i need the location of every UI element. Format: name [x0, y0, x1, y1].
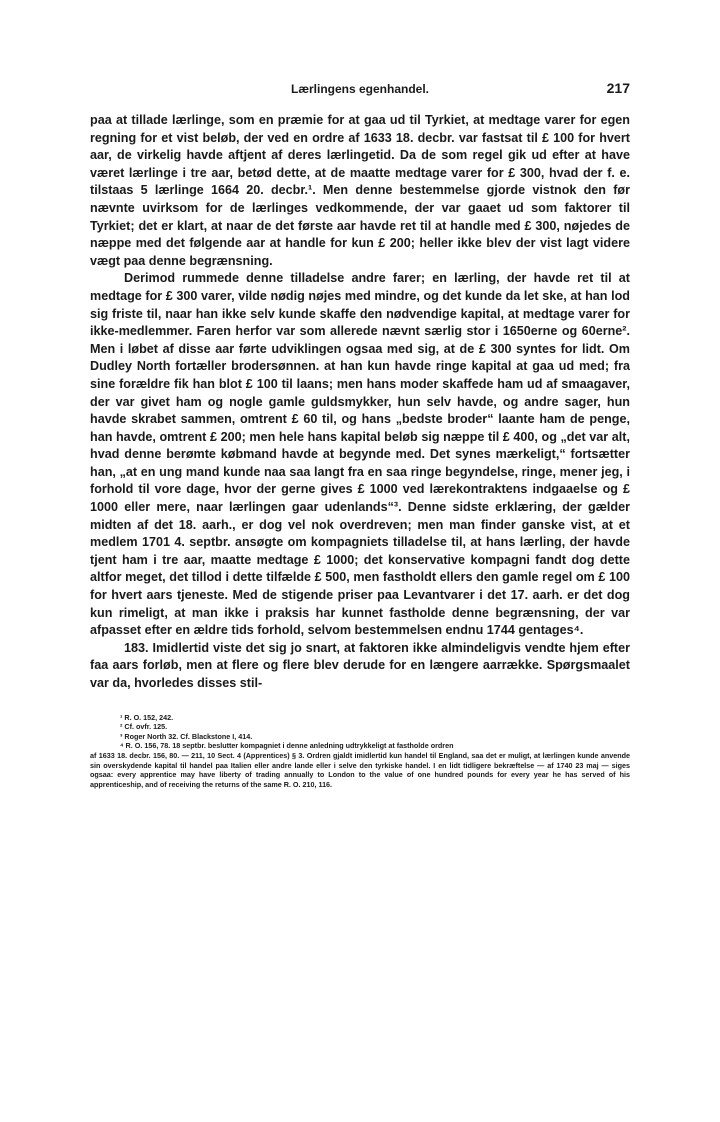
running-title: Lærlingens egenhandel.: [290, 82, 430, 96]
running-header: [90, 78, 630, 100]
footnote: ³ Roger North 32. Cf. Blackstone I, 414.: [120, 731, 253, 741]
paragraph: 183. Imidlertid viste det sig jo snart, at faktoren ikke almindeligvis vendte hjem efter faa aars forløb, men at flere og flere blev derude for en længere aarrække. Spørgsmaalet var da, hvorledes disses stil-: [90, 640, 630, 690]
footnote: ⁴ R. O. 156, 78. 18 septbr. beslutter kompagniet i denne anledning udtrykkeligt at fastholde ordren: [120, 741, 454, 751]
footnote: ² Cf. ovfr. 125.: [120, 722, 168, 732]
body-text: [90, 112, 630, 693]
paragraph: Derimod rummede denne tilladelse andre farer; en lærling, der havde ret til at medtage for £ 300 varer, vilde nødig nøjes med mindre, og det kunde da let ske, at han lod sig friste til, naar han ikke selv kunde skaffe den nødvendige kapital, at medtage varer for ikke-medlemmer. Faren herfor var som allerede nævnt særlig stor i 1650erne og 60erne². Men i løbet af disse aar førte udviklingen ogsaa med sig, at de £ 300 syntes for lidt. Om Dudley North fortæller brodersønnen. at han kun havde ringe kapital at gaa ud med; fra sine forældre fik han blot £ 100 til laans; men hans moder skaffede ham ud af smaagaver, der var givet ham og nogle gamle guldsmykker, hun selv havde, og andre sager, hun havde skrabet sammen, omtrent £ 60 til, og hans „bedste broder“ laante ham de penge, han havde, omtrent £ 200; men hele hans kapital beløb sig næppe til £ 400, og „det var alt, hvad denne berømte købmand havde at begynde med. Det synes mærkeligt,“ fortsætter han, „at en ung mand kunde naa saa langt fra en saa ringe begyndelse, ringe, mener jeg, i forhold til vore dage, hvor der gerne gives £ 1000 ved lærekontraktens indgaaelse og £ 1000 eller mere, naar lærlingen gaar udenlands“³. Denne sidste erklæring, der gælder midten af det 18. aarh., er dog vel nok overdreven; men man finder ganske vist, at et medlem 1701 4. septbr. ansøgte om kompagniets tilladelse til, at hans lærling, der havde tjent ham i tre aar, maatte medtage £ 1000; det konservative kompagni fandt dog dette altfor meget, det tillod i dette tilfælde £ 500, men fastholdt ellers den gamle regel om £ 100 for hvert aars tjeneste. Med de stigende priser paa Levantvarer i det 17. aarh. er det dog kun rimeligt, at man ikke i praksis har kunnet fastholde denne begrænsning, der var afpasset efter en ældre tids forhold, selvom bestemmelsen endnu 1744 gentages⁴.: [90, 271, 630, 638]
footnotes: [90, 713, 630, 790]
paragraph: paa at tillade lærlinge, som en præmie for at gaa ud til Tyrkiet, at medtage varer for egen regning for et vist beløb, der ved en ordre af 1633 18. decbr. var fastsat til £ 100 for hvert aar, de virkelig havde aftjent af deres lærlingetid. Da de som regel gik ud efter at have været lærlinge i tre aar, betød dette, at de maatte medtage varer for £ 300, hvad der f. e. tilstaas 5 lærlinge 1664 20. decbr.¹. Men denne bestemmelse gjorde vistnok den før nævnte uvirksom for de lærlinges vedkommende, der var gaaet ud som faktorer til Tyrkiet; det er klart, at naar de det første aar havde ret til at handle med £ 300, nøjedes de næppe med det følgende aar at handle for kun £ 200; heller ikke blev der vist lagt videre vægt paa denne begrænsning.: [90, 113, 630, 268]
footnote-continuation: af 1633 18. decbr. 156, 80. — 211, 10 Sect. 4 (Apprentices) § 3. Ordren gjaldt imidlertid kun handel til England, saa det er muligt, at lærlingen kunde anvende sin overskydende kapital til handel paa Italien eller andre lande eller i selve den tyrkiske handel. I en lidt tidligere bekræftelse — af 1740 23 maj — siges ogsaa: every apprentice may have liberty of trading annually to London to the value of one hundred pounds for every year he has served of his apprenticeship, and of receiving the returns of the same R. O. 210, 116.: [90, 750, 630, 789]
page-number: 217: [606, 80, 630, 96]
page: [90, 78, 630, 789]
footnote: ¹ R. O. 152, 242.: [120, 712, 174, 722]
